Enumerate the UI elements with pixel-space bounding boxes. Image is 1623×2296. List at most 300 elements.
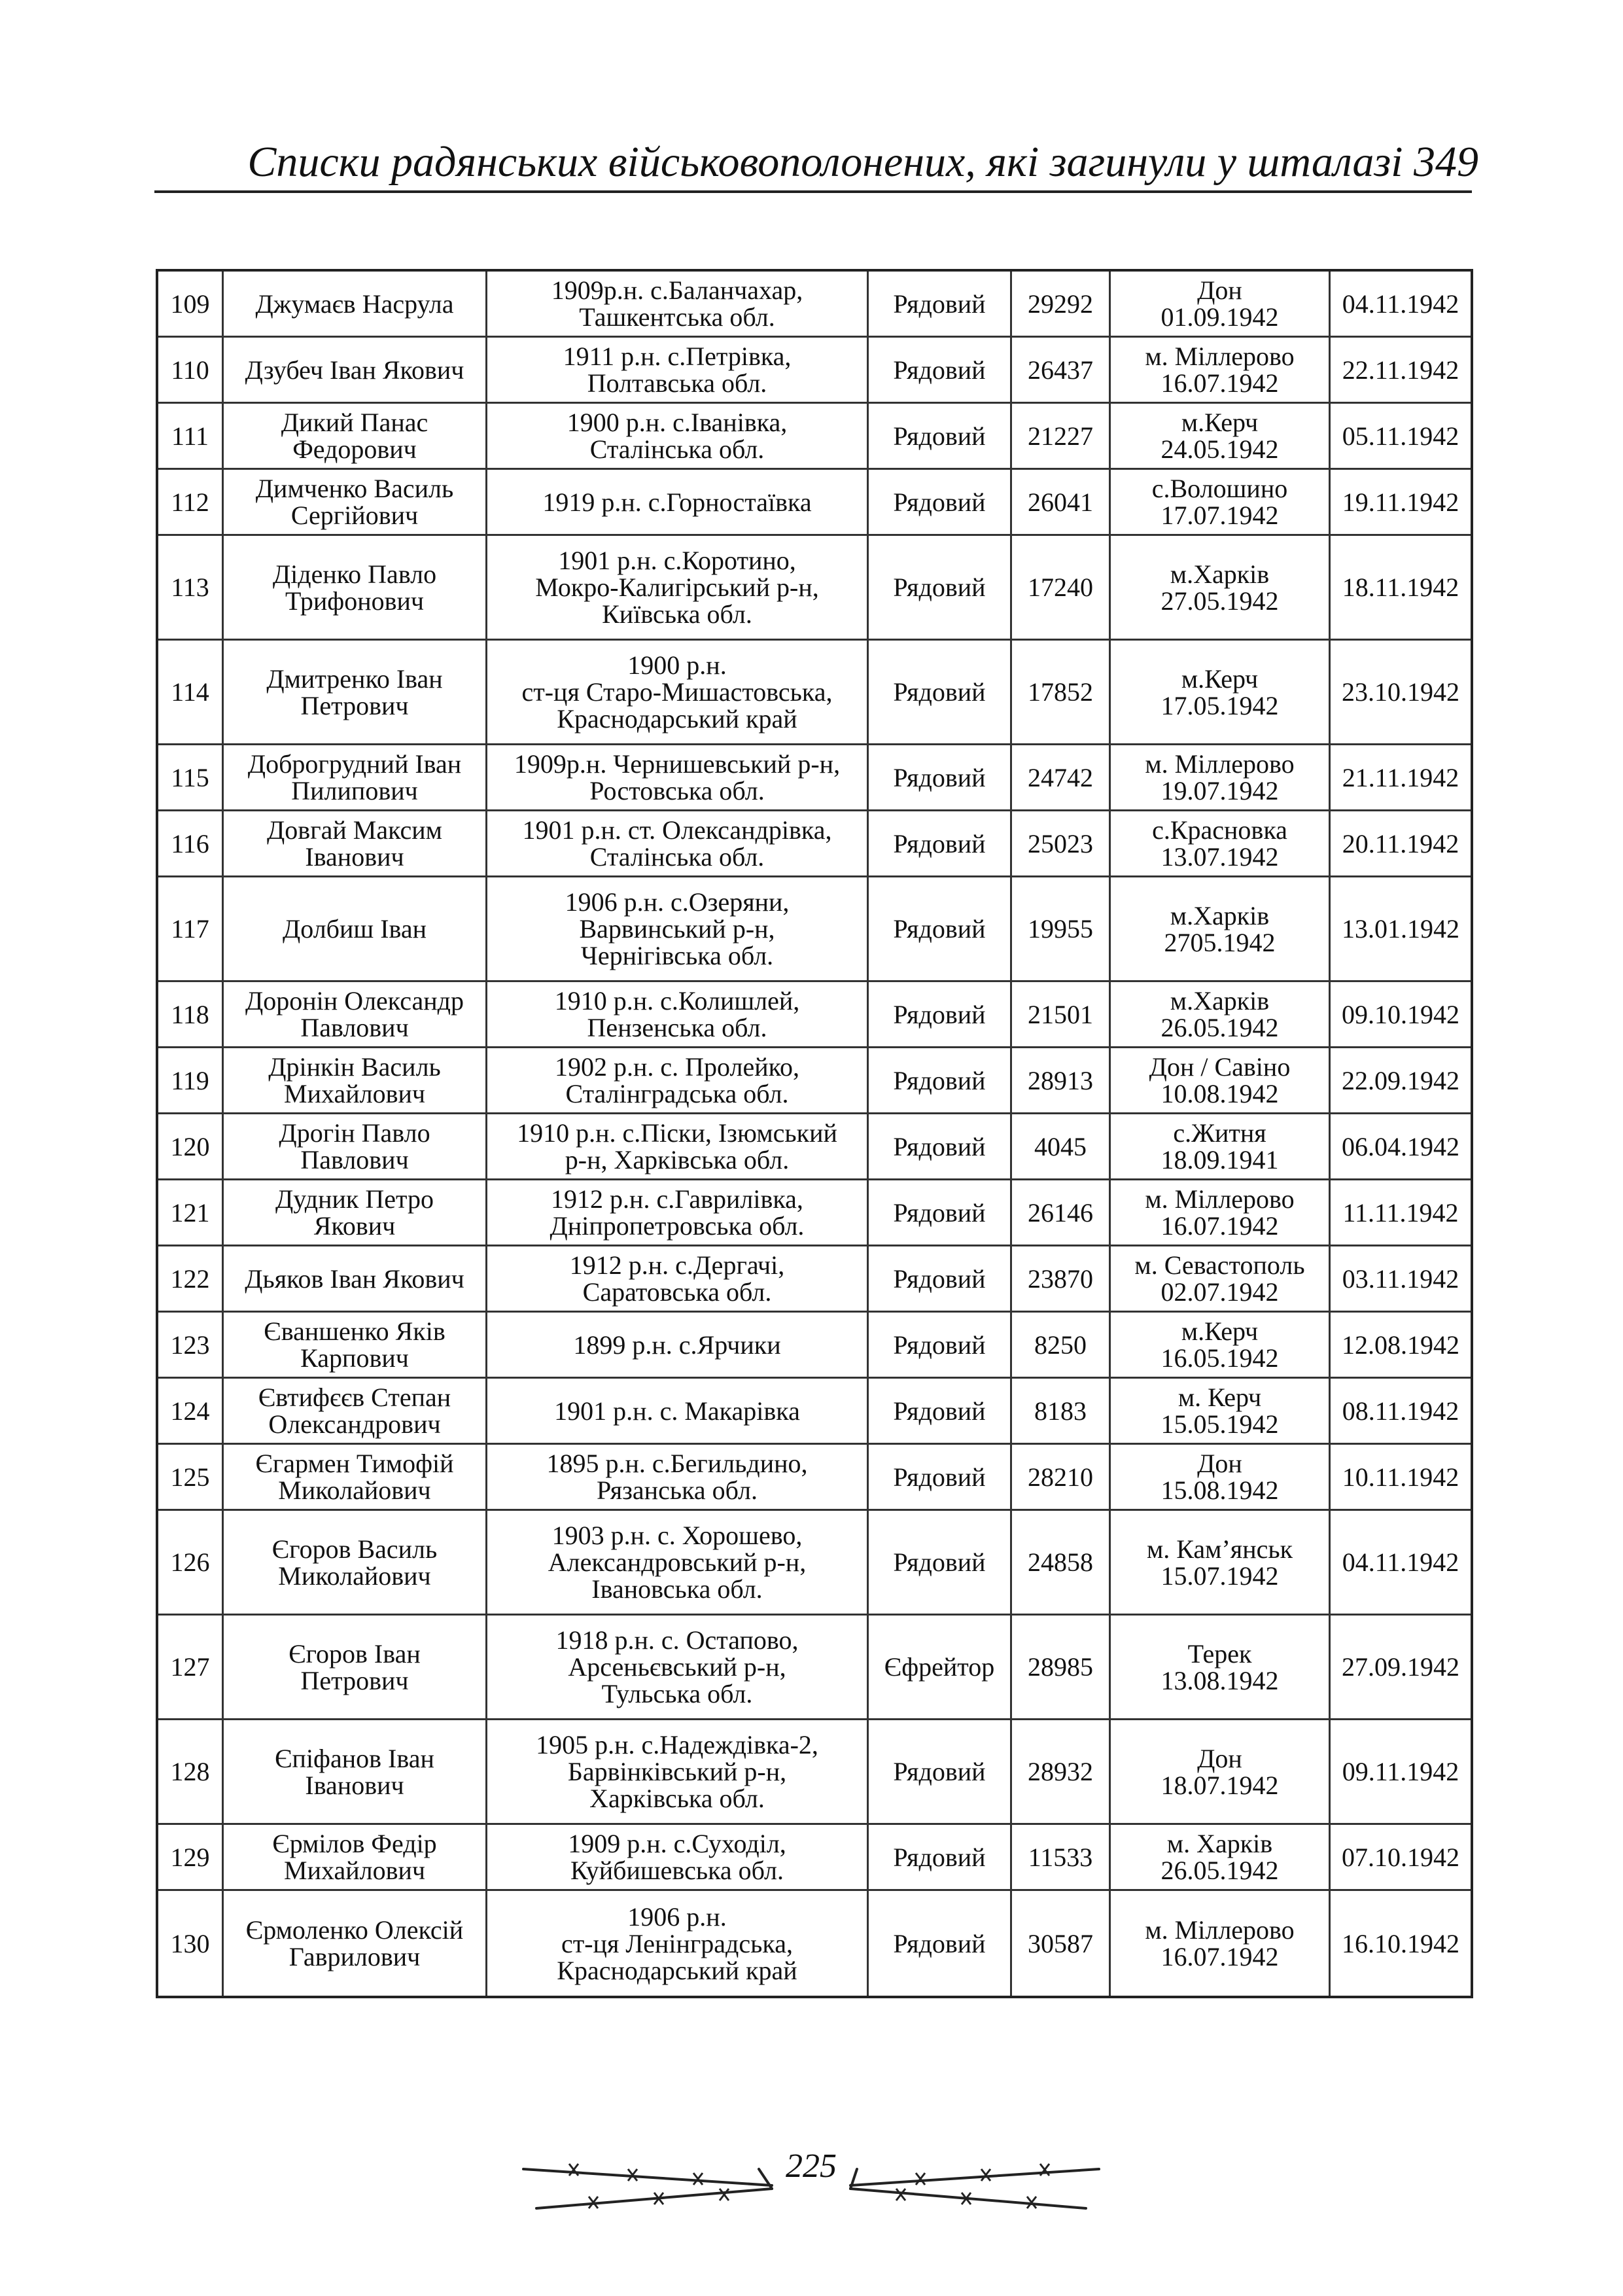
- cell-birth-line: 1918 р.н. с. Остапово,: [555, 1625, 799, 1655]
- cell-birth: [487, 1313, 869, 1379]
- cell-pow-number: 28985: [1012, 1616, 1111, 1720]
- cell-name-line: Джумаєв Насрула: [255, 289, 454, 319]
- cell-name: [224, 1114, 487, 1180]
- cell-name-line: Димченко Василь: [255, 474, 454, 503]
- cell-capture: [1111, 404, 1331, 470]
- cell-capture: [1111, 1891, 1331, 1996]
- cell-capture-line: 27.05.1942: [1161, 586, 1279, 616]
- cell-number: 116: [158, 811, 224, 877]
- cell-pow-number: 26146: [1012, 1180, 1111, 1246]
- cell-capture-line: м. Міллерово: [1145, 1915, 1295, 1945]
- cell-capture-line: с.Волошино: [1151, 474, 1288, 503]
- cell-name: [224, 877, 487, 982]
- cell-number: 128: [158, 1720, 224, 1825]
- cell-rank: Рядовий: [869, 1114, 1012, 1180]
- cell-pow-number: 11533: [1012, 1825, 1111, 1891]
- cell-pow-number: 8183: [1012, 1379, 1111, 1445]
- cell-capture-line: 16.07.1942: [1161, 368, 1279, 398]
- cell-birth-line: 1906 р.н. с.Озеряни,: [565, 887, 790, 917]
- cell-capture: [1111, 641, 1331, 745]
- cell-name-line: Павлович: [300, 1145, 409, 1174]
- cell-death-date: 11.11.1942: [1331, 1180, 1471, 1246]
- cell-birth-line: Куйбишевська обл.: [570, 1856, 784, 1885]
- cell-number: 129: [158, 1825, 224, 1891]
- cell-name: [224, 1048, 487, 1114]
- cell-death-date: 09.10.1942: [1331, 982, 1471, 1048]
- cell-name-line: Якович: [313, 1211, 396, 1241]
- cell-capture-line: 13.08.1942: [1161, 1665, 1279, 1695]
- cell-capture: [1111, 1048, 1331, 1114]
- cell-rank: Рядовий: [869, 811, 1012, 877]
- cell-capture-line: м.Керч: [1181, 663, 1259, 694]
- cell-number: 114: [158, 641, 224, 745]
- cell-name: [224, 536, 487, 641]
- cell-number: 113: [158, 536, 224, 641]
- cell-name-line: Дикий Панас: [281, 408, 428, 437]
- cell-capture-line: с.Житня: [1173, 1118, 1266, 1148]
- cell-birth: [487, 1511, 869, 1616]
- cell-capture-line: 16.07.1942: [1161, 1942, 1279, 1971]
- cell-birth: [487, 1048, 869, 1114]
- cell-birth: [487, 272, 869, 338]
- cell-capture-line: м.Харків: [1170, 559, 1270, 589]
- cell-pow-number: 23870: [1012, 1246, 1111, 1313]
- table-row: [158, 1720, 1471, 1825]
- cell-birth-line: 1903 р.н. с. Хорошево,: [551, 1521, 803, 1550]
- cell-name-line: Долбиш Іван: [282, 914, 427, 944]
- cell-capture: [1111, 1825, 1331, 1891]
- cell-capture: [1111, 877, 1331, 982]
- cell-name-line: Єрмілов Федір: [272, 1829, 437, 1858]
- cell-birth-line: 1900 р.н.: [627, 650, 727, 680]
- cell-number: 110: [158, 338, 224, 404]
- cell-death-date: 27.09.1942: [1331, 1616, 1471, 1720]
- cell-rank: Рядовий: [869, 641, 1012, 745]
- cell-capture-line: м. Міллерово: [1145, 342, 1295, 371]
- cell-birth: [487, 404, 869, 470]
- cell-name-line: Петрович: [300, 1665, 409, 1695]
- cell-name-line: Доронін Олександр: [245, 986, 464, 1016]
- cell-name-line: Дрогін Павло: [279, 1118, 430, 1148]
- cell-birth-line: 1910 р.н. с.Піски, Ізюмський: [517, 1118, 837, 1148]
- cell-name: [224, 982, 487, 1048]
- cell-name-line: Євтифєєв Степан: [258, 1383, 451, 1412]
- cell-death-date: 16.10.1942: [1342, 1928, 1459, 1958]
- cell-name-line: Миколайович: [278, 1475, 431, 1505]
- cell-name: [224, 811, 487, 877]
- table-row: [158, 1616, 1471, 1720]
- table-row: [158, 1891, 1471, 1996]
- cell-name: [224, 1825, 487, 1891]
- cell-capture: [1111, 1114, 1331, 1180]
- cell-birth-line: Арсеньєвський р-н,: [568, 1652, 786, 1682]
- table-row: [158, 404, 1471, 470]
- cell-capture: [1111, 1246, 1331, 1313]
- cell-capture-line: Дон: [1197, 275, 1242, 305]
- cell-pow-number: 21501: [1012, 982, 1111, 1048]
- cell-name-line: Трифонович: [285, 586, 425, 616]
- cell-pow-number: 4045: [1012, 1114, 1111, 1180]
- cell-capture-line: Дон / Савіно: [1149, 1052, 1291, 1082]
- cell-rank: Рядовий: [869, 745, 1012, 811]
- cell-pow-number: 19955: [1012, 877, 1111, 982]
- cell-capture-line: 15.05.1942: [1161, 1409, 1279, 1439]
- cell-birth: [487, 1445, 869, 1511]
- cell-capture-line: 15.07.1942: [1161, 1561, 1279, 1591]
- cell-capture-line: 24.05.1942: [1161, 434, 1279, 464]
- cell-number: 115: [158, 745, 224, 811]
- cell-death-date: 19.11.1942: [1331, 470, 1471, 536]
- cell-capture-line: м. Міллерово: [1145, 749, 1295, 779]
- cell-birth-line: Саратовська обл.: [582, 1277, 772, 1307]
- cell-capture-line: Дон: [1197, 1743, 1242, 1773]
- cell-name: [224, 1891, 487, 1996]
- cell-death-date: 18.11.1942: [1331, 536, 1471, 641]
- cell-name-line: Гаврилович: [288, 1942, 421, 1971]
- cell-rank: Рядовий: [869, 1891, 1012, 1996]
- cell-death-date: 22.11.1942: [1331, 338, 1471, 404]
- cell-rank: Рядовий: [869, 1180, 1012, 1246]
- cell-birth: [487, 338, 869, 404]
- cell-death-date: 07.10.1942: [1331, 1825, 1471, 1891]
- cell-death-date: 21.11.1942: [1331, 745, 1471, 811]
- cell-birth-line: 1912 р.н. с.Дергачі,: [569, 1250, 785, 1280]
- cell-capture-line: м.Харків: [1170, 900, 1270, 930]
- cell-capture-line: 18.09.1941: [1161, 1145, 1279, 1174]
- cell-capture-line: м. Севастополь: [1134, 1250, 1305, 1280]
- cell-name-line: Пилипович: [291, 776, 418, 805]
- cell-birth-line: Ростовська обл.: [589, 776, 765, 805]
- cell-capture: [1111, 811, 1331, 877]
- cell-birth-line: 1900 р.н. с.Іванівка,: [567, 408, 788, 437]
- cell-birth-line: 1902 р.н. с. Пролейко,: [554, 1052, 800, 1082]
- cell-pow-number: 28913: [1012, 1048, 1111, 1114]
- cell-birth-line: 1909р.н. Чернишевський р-н,: [514, 749, 841, 779]
- cell-birth-line: Сталінська обл.: [589, 434, 765, 464]
- cell-birth-line: 1901 р.н. с.Коротино,: [558, 546, 796, 575]
- cell-birth-line: Пензенська обл.: [587, 1013, 767, 1042]
- cell-capture-line: м.Керч: [1181, 408, 1259, 437]
- cell-rank: Рядовий: [869, 536, 1012, 641]
- cell-capture-line: м. Кам’янськ: [1146, 1534, 1293, 1564]
- cell-rank: Рядовий: [869, 1720, 1012, 1825]
- cell-birth: [487, 745, 869, 811]
- cell-death-date: 05.11.1942: [1331, 404, 1471, 470]
- cell-birth-line: Мокро-Калигірський р-н,: [535, 573, 819, 602]
- cell-capture-line: м. Керч: [1178, 1383, 1262, 1412]
- cell-name-line: Діденко Павло: [272, 559, 437, 589]
- cell-pow-number: 17852: [1012, 641, 1111, 745]
- cell-birth: [487, 1616, 869, 1720]
- cell-capture: [1111, 1180, 1331, 1246]
- cell-pow-number: 28210: [1012, 1445, 1111, 1511]
- cell-capture-line: 16.07.1942: [1161, 1211, 1279, 1241]
- cell-name: [224, 1720, 487, 1825]
- table-row: [158, 1180, 1471, 1246]
- cell-pow-number: 29292: [1012, 272, 1111, 338]
- cell-capture-line: 17.05.1942: [1161, 690, 1279, 720]
- cell-name-line: Іванович: [305, 842, 404, 872]
- cell-name: [224, 272, 487, 338]
- table-row: [158, 641, 1471, 745]
- cell-birth: [487, 1246, 869, 1313]
- cell-birth-line: 1919 р.н. с.Горностаївка: [542, 487, 812, 517]
- cell-name-line: Довгай Максим: [267, 815, 442, 845]
- cell-death-date: 09.11.1942: [1331, 1720, 1471, 1825]
- cell-birth-line: р-н, Харківська обл.: [565, 1145, 790, 1174]
- cell-death-date: 06.04.1942: [1331, 1114, 1471, 1180]
- cell-death-date: 12.08.1942: [1331, 1313, 1471, 1379]
- cell-birth-line: 1909 р.н. с.Суходіл,: [568, 1829, 786, 1858]
- cell-birth-line: 1901 р.н. с. Макарівка: [554, 1396, 800, 1426]
- cell-rank: Рядовий: [869, 338, 1012, 404]
- cell-birth-line: Івановська обл.: [591, 1574, 763, 1604]
- cell-name: [224, 470, 487, 536]
- table-row: [158, 338, 1471, 404]
- cell-birth-line: Полтавська обл.: [587, 368, 767, 398]
- table-row: [158, 536, 1471, 641]
- cell-name-line: Дудник Петро: [275, 1184, 434, 1214]
- cell-name: [224, 338, 487, 404]
- cell-capture-line: 02.07.1942: [1161, 1277, 1279, 1307]
- cell-birth-line: 1901 р.н. ст. Олександрівка,: [522, 815, 832, 845]
- cell-pow-number: 28932: [1012, 1720, 1111, 1825]
- cell-death-date: 04.11.1942: [1331, 1511, 1471, 1616]
- cell-birth-line: Тульська обл.: [601, 1679, 753, 1708]
- cell-capture: [1111, 272, 1331, 338]
- cell-birth: [487, 536, 869, 641]
- cell-birth-line: ст-ця Старо-Мишастовська,: [521, 677, 833, 707]
- cell-birth-line: Дніпропетровська обл.: [550, 1211, 805, 1241]
- cell-number: 123: [158, 1313, 224, 1379]
- cell-name: [224, 1511, 487, 1616]
- cell-birth-line: 1909р.н. с.Баланчахар,: [551, 275, 803, 305]
- cell-capture-line: 18.07.1942: [1161, 1770, 1279, 1800]
- cell-name-line: Дмитренко Іван: [266, 663, 443, 694]
- cell-death-date: 20.11.1942: [1331, 811, 1471, 877]
- cell-capture: [1111, 1379, 1331, 1445]
- cell-capture-line: 2705.1942: [1164, 927, 1276, 957]
- page-footer: [510, 2123, 1112, 2221]
- cell-name: [224, 1379, 487, 1445]
- cell-capture: [1111, 1445, 1331, 1511]
- cell-birth-line: Барвінківський р-н,: [567, 1757, 787, 1786]
- cell-number: 119: [158, 1048, 224, 1114]
- cell-name-line: Петрович: [300, 690, 409, 720]
- cell-birth: [487, 1379, 869, 1445]
- cell-name-line: Дрінкін Василь: [268, 1052, 441, 1082]
- cell-birth-line: Київська обл.: [602, 599, 752, 629]
- cell-birth: [487, 1720, 869, 1825]
- cell-birth-line: 1911 р.н. с.Петрівка,: [563, 342, 792, 371]
- cell-capture-line: Терек: [1187, 1638, 1252, 1669]
- cell-number: 118: [158, 982, 224, 1048]
- cell-name-line: Олександрович: [268, 1409, 441, 1439]
- cell-name: [224, 1445, 487, 1511]
- table-row: [158, 272, 1471, 338]
- cell-name: [224, 745, 487, 811]
- cell-birth: [487, 982, 869, 1048]
- cell-birth-line: ст-ця Ленінградська,: [561, 1928, 793, 1958]
- cell-capture-line: Дон: [1197, 1449, 1242, 1478]
- cell-pow-number: 17240: [1012, 536, 1111, 641]
- table-row: [158, 745, 1471, 811]
- cell-capture-line: 10.08.1942: [1161, 1079, 1279, 1108]
- cell-rank: Рядовий: [869, 1048, 1012, 1114]
- cell-capture: [1111, 982, 1331, 1048]
- cell-death-date: 10.11.1942: [1331, 1445, 1471, 1511]
- cell-capture: [1111, 470, 1331, 536]
- cell-name-line: Єгоров Іван: [288, 1638, 421, 1669]
- cell-name: [224, 404, 487, 470]
- cell-pow-number: 21227: [1012, 404, 1111, 470]
- cell-name-line: Миколайович: [278, 1561, 431, 1591]
- cell-birth: [487, 1825, 869, 1891]
- cell-rank: Рядовий: [869, 470, 1012, 536]
- cell-number: 117: [158, 877, 224, 982]
- cell-rank: Рядовий: [869, 272, 1012, 338]
- table-row: [158, 1048, 1471, 1114]
- cell-number: 112: [158, 470, 224, 536]
- cell-capture-line: 26.05.1942: [1161, 1013, 1279, 1042]
- cell-birth: [487, 811, 869, 877]
- cell-capture-line: 19.07.1942: [1161, 776, 1279, 805]
- title-underline: [154, 190, 1472, 193]
- table-row: [158, 470, 1471, 536]
- cell-birth: [487, 877, 869, 982]
- table-row: [158, 1511, 1471, 1616]
- cell-birth: [487, 1180, 869, 1246]
- cell-capture-line: 01.09.1942: [1161, 302, 1279, 332]
- cell-birth-line: 1906 р.н.: [627, 1901, 727, 1932]
- cell-number: 122: [158, 1246, 224, 1313]
- cell-capture-line: 16.05.1942: [1161, 1343, 1279, 1373]
- cell-name-line: Єгармен Тимофій: [255, 1449, 454, 1478]
- cell-birth-line: Рязанська обл.: [597, 1475, 758, 1505]
- cell-name-line: Михайлович: [284, 1079, 425, 1108]
- cell-name: [224, 1313, 487, 1379]
- cell-name-line: Михайлович: [284, 1856, 425, 1885]
- cell-capture: [1111, 536, 1331, 641]
- table-row: [158, 1246, 1471, 1313]
- cell-number: 120: [158, 1114, 224, 1180]
- table-row: [158, 1445, 1471, 1511]
- cell-name-line: Єрмоленко Олексій: [245, 1915, 464, 1945]
- cell-capture-line: м. Міллерово: [1145, 1184, 1295, 1214]
- cell-birth-line: Краснодарський край: [557, 704, 797, 733]
- cell-name: [224, 641, 487, 745]
- cell-capture: [1111, 1511, 1331, 1616]
- cell-name-line: Сергійович: [290, 501, 419, 530]
- cell-birth-line: Чернігівська обл.: [580, 941, 774, 970]
- cell-number: 125: [158, 1445, 224, 1511]
- cell-birth: [487, 1114, 869, 1180]
- cell-birth: [487, 470, 869, 536]
- cell-name: [224, 1180, 487, 1246]
- cell-number: 111: [158, 404, 224, 470]
- cell-pow-number: 30587: [1012, 1891, 1111, 1996]
- table-row: [158, 811, 1471, 877]
- cell-rank: Рядовий: [869, 982, 1012, 1048]
- cell-birth-line: Харківська обл.: [589, 1784, 765, 1813]
- cell-rank: Рядовий: [869, 1511, 1012, 1616]
- cell-birth-line: Ташкентська обл.: [579, 302, 775, 332]
- cell-capture-line: 13.07.1942: [1161, 842, 1279, 872]
- cell-name-line: Карпович: [300, 1343, 409, 1373]
- prisoner-table: [156, 269, 1473, 1998]
- cell-capture-line: м.Керч: [1181, 1316, 1259, 1346]
- cell-capture-line: с.Красновка: [1152, 815, 1287, 845]
- cell-birth: [487, 1891, 869, 1996]
- cell-name-line: Єпіфанов Іван: [275, 1743, 434, 1773]
- cell-rank: Рядовий: [869, 404, 1012, 470]
- cell-capture: [1111, 1313, 1331, 1379]
- table-row: [158, 1313, 1471, 1379]
- cell-number: 126: [158, 1511, 224, 1616]
- cell-birth-line: Сталінська обл.: [589, 842, 765, 872]
- cell-rank: Рядовий: [869, 1246, 1012, 1313]
- cell-death-date: 03.11.1942: [1331, 1246, 1471, 1313]
- cell-number: 124: [158, 1379, 224, 1445]
- cell-birth-line: 1912 р.н. с.Гаврилівка,: [551, 1184, 803, 1214]
- cell-death-date: 13.01.1942: [1331, 877, 1471, 982]
- cell-birth-line: 1905 р.н. с.Надеждівка-2,: [536, 1730, 818, 1759]
- cell-capture-line: м. Харків: [1166, 1829, 1273, 1858]
- cell-rank: Рядовий: [869, 1313, 1012, 1379]
- table-row: [158, 1114, 1471, 1180]
- cell-name: [224, 1246, 487, 1313]
- cell-rank: Рядовий: [869, 1379, 1012, 1445]
- table-row: [158, 1825, 1471, 1891]
- cell-capture-line: м.Харків: [1170, 986, 1270, 1016]
- cell-name-line: Доброгрудний Іван: [247, 749, 462, 779]
- cell-birth-line: Варвинський р-н,: [579, 914, 775, 944]
- cell-capture-line: 17.07.1942: [1161, 501, 1279, 530]
- cell-pow-number: 24858: [1012, 1511, 1111, 1616]
- cell-name-line: Павлович: [300, 1013, 409, 1042]
- table-row: [158, 877, 1471, 982]
- cell-capture-line: 15.08.1942: [1161, 1475, 1279, 1505]
- cell-name: [224, 1616, 487, 1720]
- cell-name-line: Єваншенко Яків: [264, 1316, 445, 1346]
- cell-death-date: 22.09.1942: [1331, 1048, 1471, 1114]
- cell-number: 121: [158, 1180, 224, 1246]
- cell-capture: [1111, 338, 1331, 404]
- cell-name-line: Іванович: [305, 1770, 404, 1800]
- cell-capture: [1111, 1616, 1331, 1720]
- cell-birth-line: 1910 р.н. с.Колишлей,: [554, 986, 800, 1016]
- cell-birth-line: Александровський р-н,: [548, 1547, 807, 1577]
- cell-death-date: 04.11.1942: [1331, 272, 1471, 338]
- cell-name-line: Дьяков Іван Якович: [245, 1263, 464, 1294]
- cell-death-date: 08.11.1942: [1331, 1379, 1471, 1445]
- cell-name-line: Єгоров Василь: [271, 1534, 438, 1564]
- cell-pow-number: 26437: [1012, 338, 1111, 404]
- cell-number: 109: [158, 272, 224, 338]
- cell-pow-number: 8250: [1012, 1313, 1111, 1379]
- cell-rank: Рядовий: [869, 1825, 1012, 1891]
- table-row: [158, 1379, 1471, 1445]
- table-body: [158, 272, 1471, 1996]
- page-title: Списки радянських військовополонених, які загинули у шталазі 349: [247, 138, 1478, 186]
- cell-capture: [1111, 745, 1331, 811]
- cell-birth-line: 1899 р.н. с.Ярчики: [573, 1330, 781, 1360]
- cell-number: 127: [158, 1616, 224, 1720]
- cell-death-date: 23.10.1942: [1331, 641, 1471, 745]
- cell-name-line: Федорович: [292, 434, 417, 464]
- cell-birth: [487, 641, 869, 745]
- page-number: 225: [778, 2149, 844, 2183]
